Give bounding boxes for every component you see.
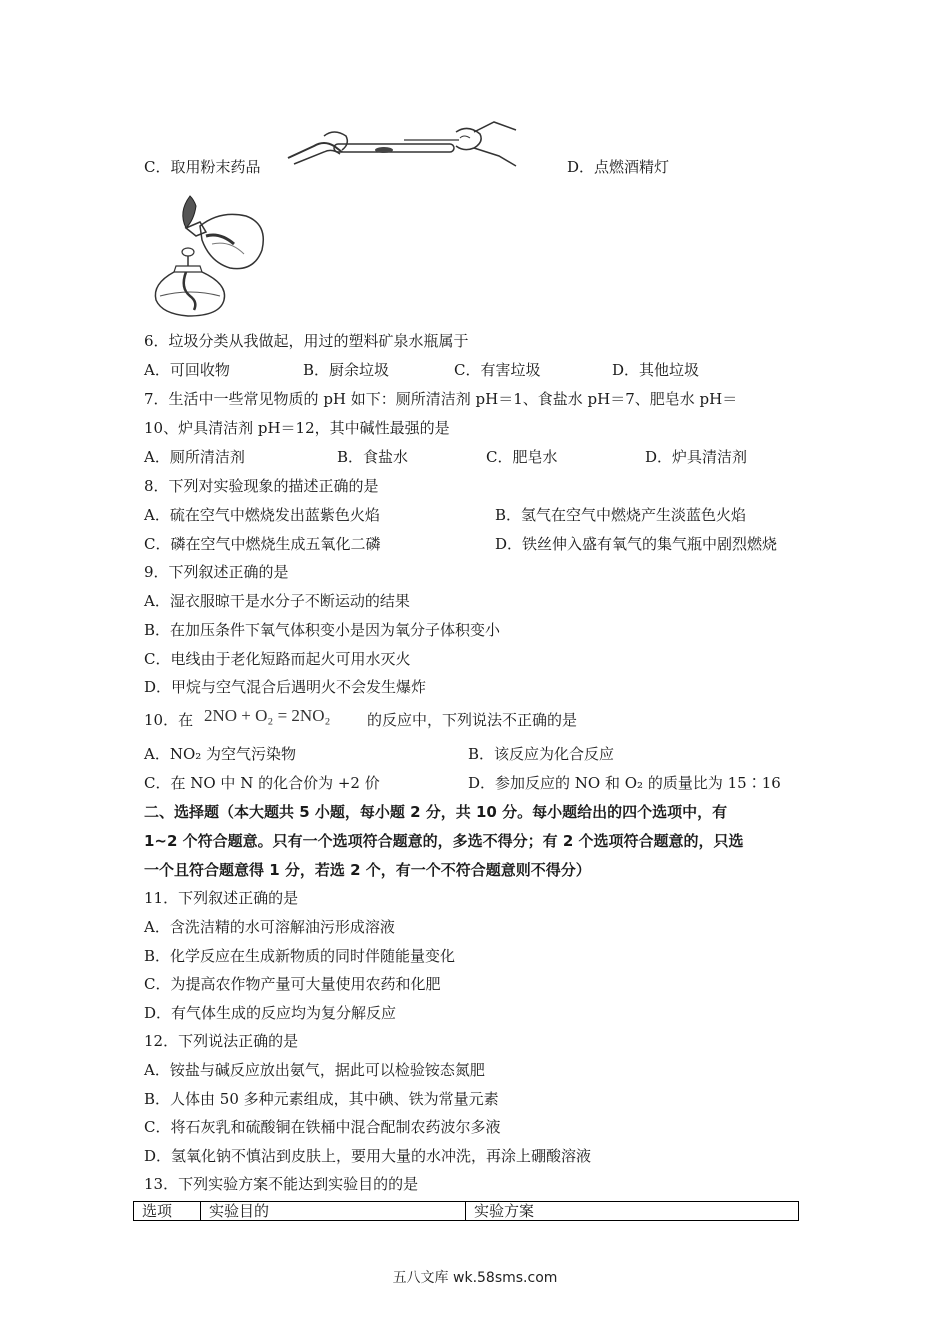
powder-sampling-illustration: [284, 118, 520, 170]
section2-instructions-line3: 一个且符合题意得 1 分，若选 2 个，有一个不符合题意则不得分）: [144, 861, 591, 879]
q6-option-d: D．其他垃圾: [612, 361, 700, 379]
table-header-row: [134, 1202, 799, 1221]
q13-table: [133, 1201, 799, 1221]
q10-stem-pre: 10．在: [144, 711, 194, 729]
q12-option-c: C．将石灰乳和硫酸铜在铁桶中混合配制农药波尔多液: [144, 1118, 501, 1136]
q7-option-a: A．厕所清洁剂: [144, 448, 245, 466]
header-purpose: 实验目的: [201, 1202, 466, 1221]
q12-option-a: A．铵盐与碱反应放出氨气，据此可以检验铵态氮肥: [144, 1061, 485, 1079]
q9-option-b: B．在加压条件下氧气体积变小是因为氧分子体积变小: [144, 621, 501, 639]
q11-option-b: B．化学反应在生成新物质的同时伴随能量变化: [144, 947, 456, 965]
q5-option-c: C．取用粉末药品: [144, 158, 261, 176]
q12-option-d: D．氢氧化钠不慎沾到皮肤上，要用大量的水冲洗，再涂上硼酸溶液: [144, 1147, 592, 1165]
q7-option-b: B．食盐水: [337, 448, 409, 466]
alcohol-lamp-illustration: [150, 192, 272, 320]
header-plan: 实验方案: [466, 1202, 799, 1221]
q6-stem: 6．垃圾分类从我做起，用过的塑料矿泉水瓶属于: [144, 332, 469, 350]
q6-option-c: C．有害垃圾: [454, 361, 541, 379]
q7-option-d: D．炉具清洁剂: [645, 448, 748, 466]
q13-stem: 13．下列实验方案不能达到实验目的的是: [144, 1175, 419, 1193]
q9-option-c: C．电线由于老化短路而起火可用水灭火: [144, 650, 411, 668]
q9-stem: 9．下列叙述正确的是: [144, 563, 289, 581]
q8-option-a: A．硫在空气中燃烧发出蓝紫色火焰: [144, 506, 380, 524]
footer-watermark: 五八文库 wk.58sms.com: [392, 1270, 558, 1286]
q8-stem: 8．下列对实验现象的描述正确的是: [144, 477, 379, 495]
q10-option-a: A．NO₂ 为空气污染物: [144, 745, 297, 763]
q9-option-d: D．甲烷与空气混合后遇明火不会发生爆炸: [144, 678, 427, 696]
q10-option-b: B．该反应为化合反应: [468, 745, 615, 763]
q7-stem-line2: 10、炉具清洁剂 pH＝12，其中碱性最强的是: [144, 419, 450, 437]
section2-instructions-line2: 1~2 个符合题意。只有一个选项符合题意的，多选不得分；有 2 个选项符合题意的，只选: [144, 832, 744, 850]
q10-option-c: C．在 NO 中 N 的化合价为 +2 价: [144, 774, 380, 792]
q7-option-c: C．肥皂水: [486, 448, 558, 466]
q8-option-d: D．铁丝伸入盛有氧气的集气瓶中剧烈燃烧: [495, 535, 778, 553]
q6-option-a: A．可回收物: [144, 361, 230, 379]
q10-equation: 2NO + O₂ = 2NO₂: [204, 706, 331, 725]
q8-option-b: B．氢气在空气中燃烧产生淡蓝色火焰: [495, 506, 747, 524]
q12-stem: 12．下列说法正确的是: [144, 1032, 299, 1050]
header-option: 选项: [134, 1202, 201, 1221]
q7-stem-line1: 7．生活中一些常见物质的 pH 如下：厕所清洁剂 pH＝1、食盐水 pH＝7、肥皂水 pH＝: [144, 390, 738, 408]
section2-instructions-line1: 二、选择题（本大题共 5 小题，每小题 2 分，共 10 分。每小题给出的四个选项中，有: [144, 803, 728, 821]
q11-option-a: A．含洗洁精的水可溶解油污形成溶液: [144, 918, 395, 936]
q8-option-c: C．磷在空气中燃烧生成五氧化二磷: [144, 535, 381, 553]
q11-option-c: C．为提高农作物产量可大量使用农药和化肥: [144, 975, 441, 993]
q10-option-d: D．参加反应的 NO 和 O₂ 的质量比为 15∶16: [468, 774, 781, 792]
q5-option-d: D．点燃酒精灯: [567, 158, 670, 176]
q11-option-d: D．有气体生成的反应均为复分解反应: [144, 1004, 397, 1022]
q11-stem: 11．下列叙述正确的是: [144, 889, 299, 907]
q12-option-b: B．人体由 50 多种元素组成，其中碘、铁为常量元素: [144, 1090, 499, 1108]
q9-option-a: A．湿衣服晾干是水分子不断运动的结果: [144, 592, 410, 610]
q10-stem-post: 的反应中，下列说法不正确的是: [367, 711, 578, 729]
q6-option-b: B．厨余垃圾: [303, 361, 390, 379]
